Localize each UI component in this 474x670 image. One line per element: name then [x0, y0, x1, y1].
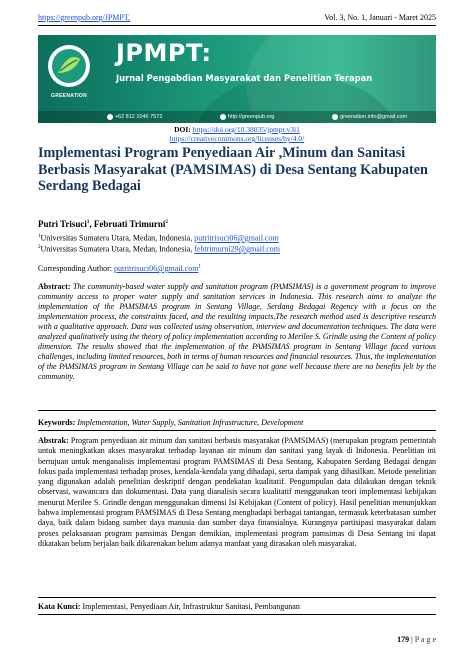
affil-sup: 2	[38, 245, 41, 250]
email-text: greenation.info@gmail.com	[340, 114, 408, 120]
abstrak-label: Abstrak:	[38, 436, 69, 445]
keywords-indonesian	[38, 602, 300, 611]
author-list	[38, 219, 168, 229]
abstract-indonesian	[38, 436, 436, 549]
doi-link[interactable]: https://doi.org/10.38035/jpmpt.v3i1	[192, 125, 300, 134]
volume-info: Vol. 3, No. 1, Januari - Maret 2025	[324, 13, 436, 22]
author-email-link[interactable]: febtrimurni29@gmail.com	[194, 244, 281, 254]
corresponding-author	[38, 264, 201, 273]
author-name: Februati Trimurni	[93, 219, 166, 229]
running-header	[38, 13, 436, 22]
keywords-text: Implementation, Water Supply, Sanitation Infrastructure, Development	[75, 418, 304, 427]
section-rule	[38, 430, 436, 431]
phone-text: +62 812 1046 7572	[114, 114, 163, 120]
corr-label: Corresponding Author:	[38, 264, 114, 273]
abstract-text: The community-based water supply and sanitation program (PAMSIMAS) is a government program to improve community access to proper water supply and sanitation services in Indonesia. This research aims to analyze the implementation of the PAMSIMAS program in Sentang Village, Serdang Bedagai Regency with a focus on the implementation process, the constraints faced, and the resulting impacts.The research method used is descriptive research with a qualitative approach. Data was collected using observation, interview and documentation techniques. The data were analyzed qualitatively using the theory of policy implementation according to Merilee S. Grindle using the Content of policy dimension. The results showed that the implementation of the PAMSIMAS program in Sentang Village faced various challenges, including limited resources, both in terms of human resources and financial resources. Thus, the implementation of the PAMSIMAS program in Sentang Village can be said to have not gone well because there are no benefits felt by the community.	[38, 282, 436, 381]
logo-text: GREENATION	[51, 93, 87, 99]
corr-sup: 1	[198, 264, 201, 270]
section-rule	[38, 614, 436, 615]
page-footer: 179 | P a g e	[397, 635, 436, 644]
author-sup: 2	[165, 220, 168, 225]
phone-contact	[107, 114, 163, 120]
phone-icon	[107, 114, 113, 120]
journal-acronym: JPMPT:	[116, 39, 212, 67]
kata-kunci-text: Implementasi, Penyediaan Air, Infrastruktur Sanitasi, Pembangunan	[80, 602, 300, 611]
section-rule	[38, 597, 436, 598]
section-rule	[38, 410, 436, 411]
contact-bar	[38, 111, 436, 123]
keywords-english	[38, 418, 303, 427]
keywords-label: Keywords:	[38, 418, 76, 427]
author-separator: ,	[89, 219, 94, 229]
journal-url-link[interactable]: https://greenpub.org/JPMPT,	[38, 13, 131, 22]
abstract-label: Abstract:	[38, 282, 71, 291]
affiliation-2	[38, 243, 280, 255]
website-contact	[220, 114, 274, 120]
author-name: Putri Trisuci	[38, 219, 87, 229]
journal-banner	[38, 35, 436, 123]
mail-icon	[332, 114, 338, 120]
corr-email-link[interactable]: putritrisuci06@gmail.com	[114, 264, 199, 273]
author-sup: 1	[86, 220, 90, 225]
header-rule	[38, 25, 436, 26]
journal-full-name: Jurnal Pengabdian Masyarakat dan Penelitian Terapan	[116, 73, 373, 83]
email-contact	[332, 114, 407, 120]
globe-icon	[220, 114, 226, 120]
affiliation-1	[38, 232, 279, 244]
greenation-logo-icon	[46, 43, 92, 89]
doi-label: DOI:	[174, 125, 191, 134]
author-email-link[interactable]: putritrisuci06@gmail.com	[194, 233, 279, 243]
affil-text: Universitas Sumatera Utara, Medan, Indonesia,	[40, 244, 195, 254]
website-text: http://greenpub.org	[228, 114, 275, 120]
kata-kunci-label: Kata Kunci:	[38, 602, 81, 611]
article-title: Implementasi Program Penyediaan Air ,Minum dan Sanitasi Berbasis Masyarakat (PAMSIMAS) di Desa Sentang Kabupaten Serdang Bedagai	[38, 145, 428, 194]
page-number: 179	[397, 635, 410, 644]
abstrak-text: Program penyediaan air minum dan sanitasi berbasis masyarakat (PAMSIMAS) (merupakan program pemerintah untuk meningkatkan akses masyarakat terhadap layanan air minum dan sanitasi yang layak di Indonesia. Penelitian ini bertujuan untuk menganalisis implementasi program PAMSIMAS di Desa Sentang, Kabupaten Serdang Bedagai dengan fokus pada implementasi terhadap proses, kendala-kendala yang dihadapi, serta dampak yang dihasilkan. Metode penelitian yang digunakan adalah penelitian deskriptif dengan pendekatan kualitatif. Pengumpulan data dilakukan dengan teknik observasi, wawancara dan dokumentasi. Data yang dianalisis secara kualitatif menggunakan teori implementasi kebijakan menurut Merilee S. Grindle dengan menggunakan dimensi Isi Kebijakan (Content of policy). Hasil penelitian menunjukkan bahwa implementasi program PAMSIMAS di Desa Sentang menghadapi berbagai tantangan, termasuk keterbatasan sumber daya, baik dalam bidang sumber daya manusia dan sumber daya finansialnya. Kurangnya partisipasi masyarakat dalam proses pelaksanaan program pamsimas Dengan demikian, implementasi program pamsimas di Desa Sentang ini dapat dikatakan belum berjalan baik dikarenakan belum adanya manfaat yang dirasakan oleh masyarakat.	[38, 436, 436, 548]
doi-block	[0, 125, 474, 143]
affil-sup: 1	[38, 234, 41, 239]
license-link[interactable]: https://creativecommons.org/licenses/by/4.0/	[169, 134, 305, 143]
affil-text: Universitas Sumatera Utara, Medan, Indonesia,	[40, 233, 195, 243]
abstract-english	[38, 282, 436, 382]
page-label: P a g e	[414, 635, 436, 644]
